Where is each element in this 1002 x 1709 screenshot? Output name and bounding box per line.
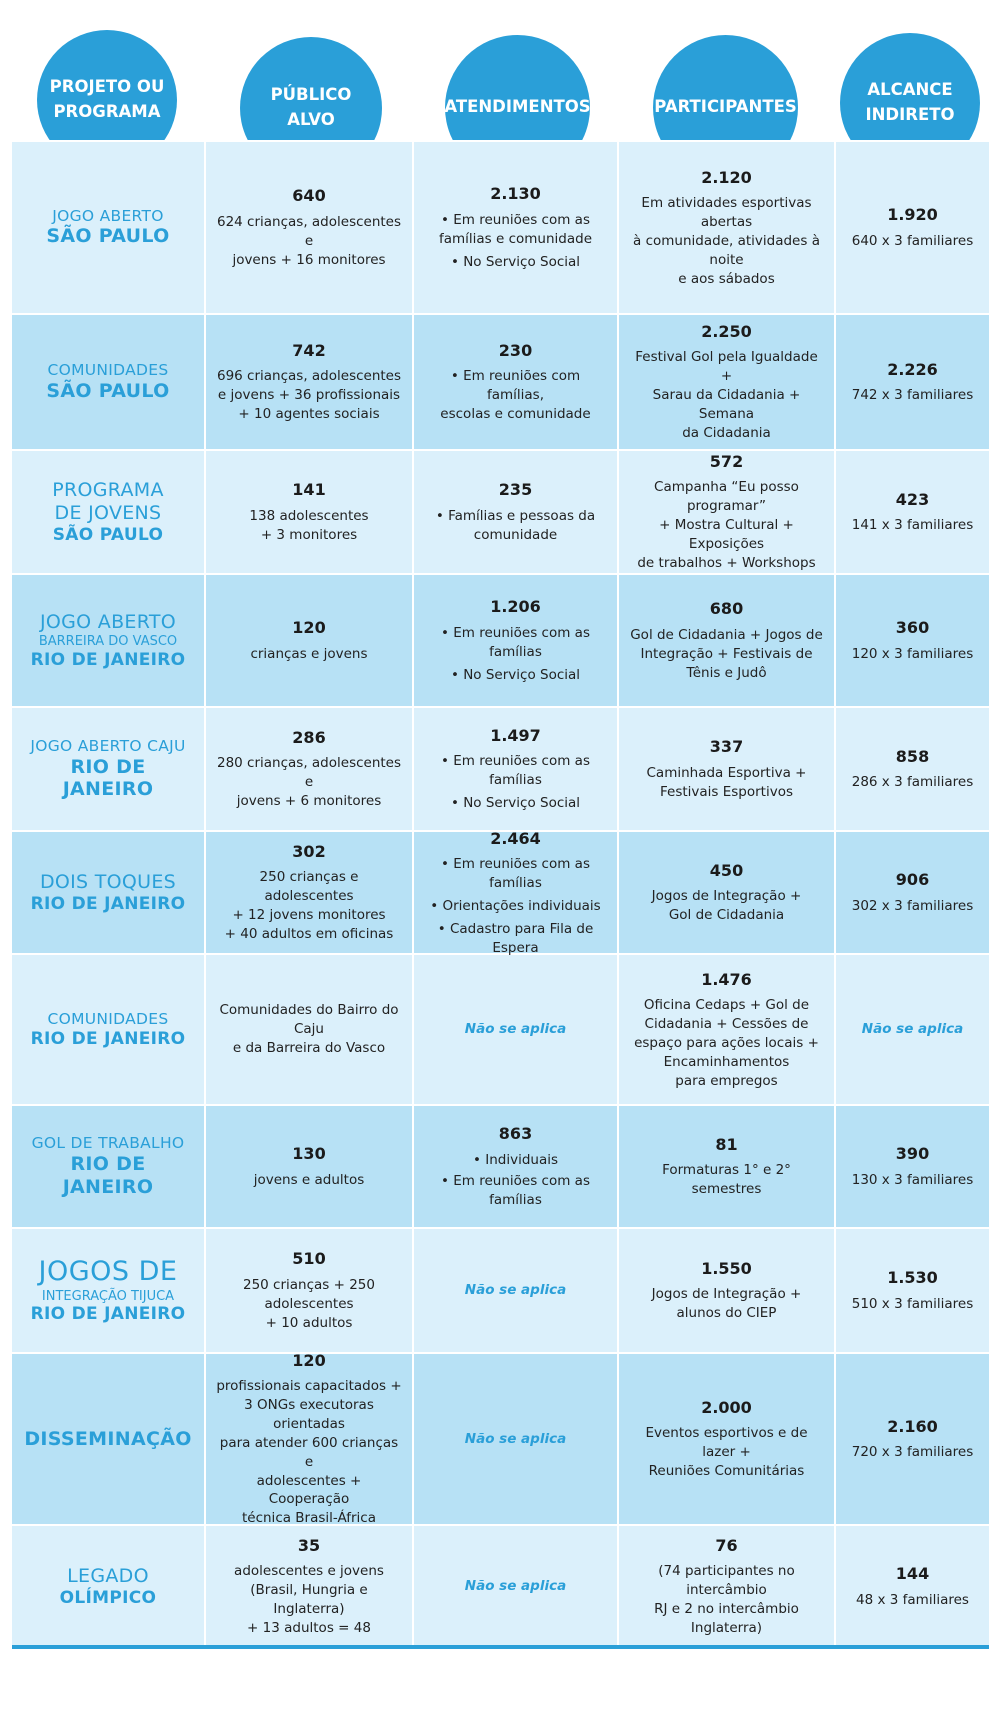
atendimentos-cell: 230 • Em reuniões com famílias, escolas e comunidade: [414, 315, 619, 449]
alcance-cell: 390 130 x 3 familiares: [851, 1144, 974, 1188]
atendimentos-cell: 863 • Individuais • Em reuniões com as famílias: [414, 1106, 619, 1227]
participantes-cell: 81 Formaturas 1° e 2° semestres: [619, 1106, 836, 1227]
alcance-cell: 1.530 510 x 3 familiares: [851, 1268, 974, 1312]
project-name: DISSEMINAÇÃO: [12, 1354, 206, 1524]
atendimentos-cell: [414, 955, 619, 1104]
atendimentos-cell: 235 • Famílias e pessoas da comunidade: [414, 451, 619, 573]
publico-alvo-cell: 120 profissionais capacitados + 3 ONGs executoras orientadas para atender 600 crianças e adolescentes + Cooperação técnica Brasil-África: [206, 1354, 414, 1524]
participantes-cell: 680 Gol de Cidadania + Jogos de Integração + Festivais de Tênis e Judô: [619, 575, 836, 706]
table-row: [12, 313, 989, 449]
not-applicable-label: Não se aplica: [464, 1578, 567, 1595]
publico-alvo-cell: 742 696 crianças, adolescentes e jovens + 36 profissionais + 10 agentes sociais: [206, 315, 414, 449]
table-row: [12, 573, 989, 706]
atendimentos-cell: [414, 1526, 619, 1647]
atendimentos-cell: [414, 1229, 619, 1352]
participantes-cell: 2.250 Festival Gol pela Igualdade + Sarau da Cidadania + Semana da Cidadania: [619, 315, 836, 449]
header-circle-participantes: PARTICIPANTES: [653, 35, 798, 180]
alcance-cell: [836, 955, 989, 1104]
atendimentos-cell: [414, 1354, 619, 1524]
participantes-cell: 76 (74 participantes no intercâmbio RJ e 2 no intercâmbio Inglaterra): [619, 1526, 836, 1647]
publico-alvo-cell: 35 adolescentes e jovens (Brasil, Hungria e Inglaterra) + 13 adultos = 48: [206, 1526, 414, 1647]
atendimentos-cell: 1.206 • Em reuniões com as famílias • No Serviço Social: [414, 575, 619, 706]
table-row: [12, 1524, 989, 1647]
alcance-cell: 423 141 x 3 familiares: [851, 489, 974, 534]
results-table: [12, 140, 989, 1647]
participantes-cell: 1.550 Jogos de Integração + alunos do CIEP: [619, 1229, 836, 1352]
participantes-cell: 2.000 Eventos esportivos e de lazer + Reuniões Comunitárias: [619, 1354, 836, 1524]
project-name: COMUNIDADES SÃO PAULO: [12, 315, 206, 449]
publico-alvo-cell: Comunidades do Bairro do Caju e da Barreira do Vasco: [206, 955, 414, 1104]
publico-alvo-cell: 510 250 crianças + 250 adolescentes + 10 adultos: [206, 1229, 414, 1352]
table-row: [12, 140, 989, 313]
alcance-cell: 906 302 x 3 familiares: [851, 870, 974, 914]
header-circle-publico: PÚBLICO ALVO: [240, 37, 382, 179]
publico-alvo-cell: 120 crianças e jovens: [206, 575, 414, 706]
table-row: [12, 953, 989, 1104]
header-circle-atendimentos: ATENDIMENTOS: [445, 35, 590, 180]
participantes-cell: 572 Campanha “Eu posso programar” + Mostra Cultural + Exposições de trabalhos + Workshops: [619, 451, 836, 573]
alcance-cell: 2.226 742 x 3 familiares: [851, 359, 974, 404]
project-name: JOGO ABERTO CAJU RIO DE JANEIRO: [12, 708, 206, 830]
header-circle-alcance: ALCANCE INDIRETO: [840, 33, 980, 173]
not-applicable-label: Não se aplica: [464, 1282, 567, 1299]
project-name: COMUNIDADES RIO DE JANEIRO: [12, 955, 206, 1104]
participantes-cell: 1.476 Oficina Cedaps + Gol de Cidadania + Cessões de espaço para ações locais + Encaminhamentos para empregos: [619, 955, 836, 1104]
project-name: JOGO ABERTO SÃO PAULO: [12, 142, 206, 313]
table-bottom-border: [12, 1645, 989, 1649]
participantes-cell: 450 Jogos de Integração + Gol de Cidadania: [619, 832, 836, 953]
project-name: DOIS TOQUES RIO DE JANEIRO: [12, 832, 206, 953]
publico-alvo-cell: 640 624 crianças, adolescentes e jovens + 16 monitores: [206, 142, 414, 313]
publico-alvo-cell: 130 jovens e adultos: [206, 1106, 414, 1227]
participantes-cell: 2.120 Em atividades esportivas abertas à comunidade, atividades à noite e aos sábados: [619, 142, 836, 313]
project-name: PROGRAMA DE JOVENS SÃO PAULO: [12, 451, 206, 573]
table-row: [12, 706, 989, 830]
table-row: [12, 449, 989, 573]
publico-alvo-cell: 286 280 crianças, adolescentes e jovens + 6 monitores: [206, 708, 414, 830]
publico-alvo-cell: 302 250 crianças e adolescentes + 12 jovens monitores + 40 adultos em oficinas: [206, 832, 414, 953]
project-name: GOL DE TRABALHO RIO DE JANEIRO: [12, 1106, 206, 1227]
participantes-cell: 337 Caminhada Esportiva + Festivais Esportivos: [619, 708, 836, 830]
table-row: [12, 1350, 989, 1527]
project-name: JOGO ABERTO BARREIRA DO VASCO RIO DE JANEIRO: [12, 575, 206, 706]
not-applicable-label: Não se aplica: [861, 1021, 964, 1038]
table-row: [12, 828, 989, 956]
header-circle-projeto: PROJETO OU PROGRAMA: [37, 30, 177, 170]
alcance-cell: 858 286 x 3 familiares: [851, 746, 974, 791]
project-name: JOGOS DE INTEGRAÇÃO TIJUCA RIO DE JANEIRO: [12, 1229, 206, 1352]
table-header: [0, 0, 1002, 145]
publico-alvo-cell: 141 138 adolescentes + 3 monitores: [206, 451, 414, 573]
alcance-cell: 144 48 x 3 familiares: [856, 1564, 969, 1608]
table-row: [12, 1104, 989, 1227]
alcance-cell: 1.920 640 x 3 familiares: [851, 205, 974, 249]
atendimentos-cell: 2.130 • Em reuniões com as famílias e comunidade • No Serviço Social: [414, 142, 619, 313]
alcance-cell: 2.160 720 x 3 familiares: [851, 1416, 974, 1461]
atendimentos-cell: 1.497 • Em reuniões com as famílias • No Serviço Social: [414, 708, 619, 830]
alcance-cell: 360 120 x 3 familiares: [851, 618, 974, 662]
project-name: LEGADO OLÍMPICO: [12, 1526, 206, 1647]
not-applicable-label: Não se aplica: [464, 1021, 567, 1038]
not-applicable-label: Não se aplica: [464, 1430, 567, 1447]
table-row: [12, 1227, 989, 1352]
atendimentos-cell: 2.464 • Em reuniões com as famílias • Orientações individuais • Cadastro para Fila de Espera: [414, 832, 619, 953]
